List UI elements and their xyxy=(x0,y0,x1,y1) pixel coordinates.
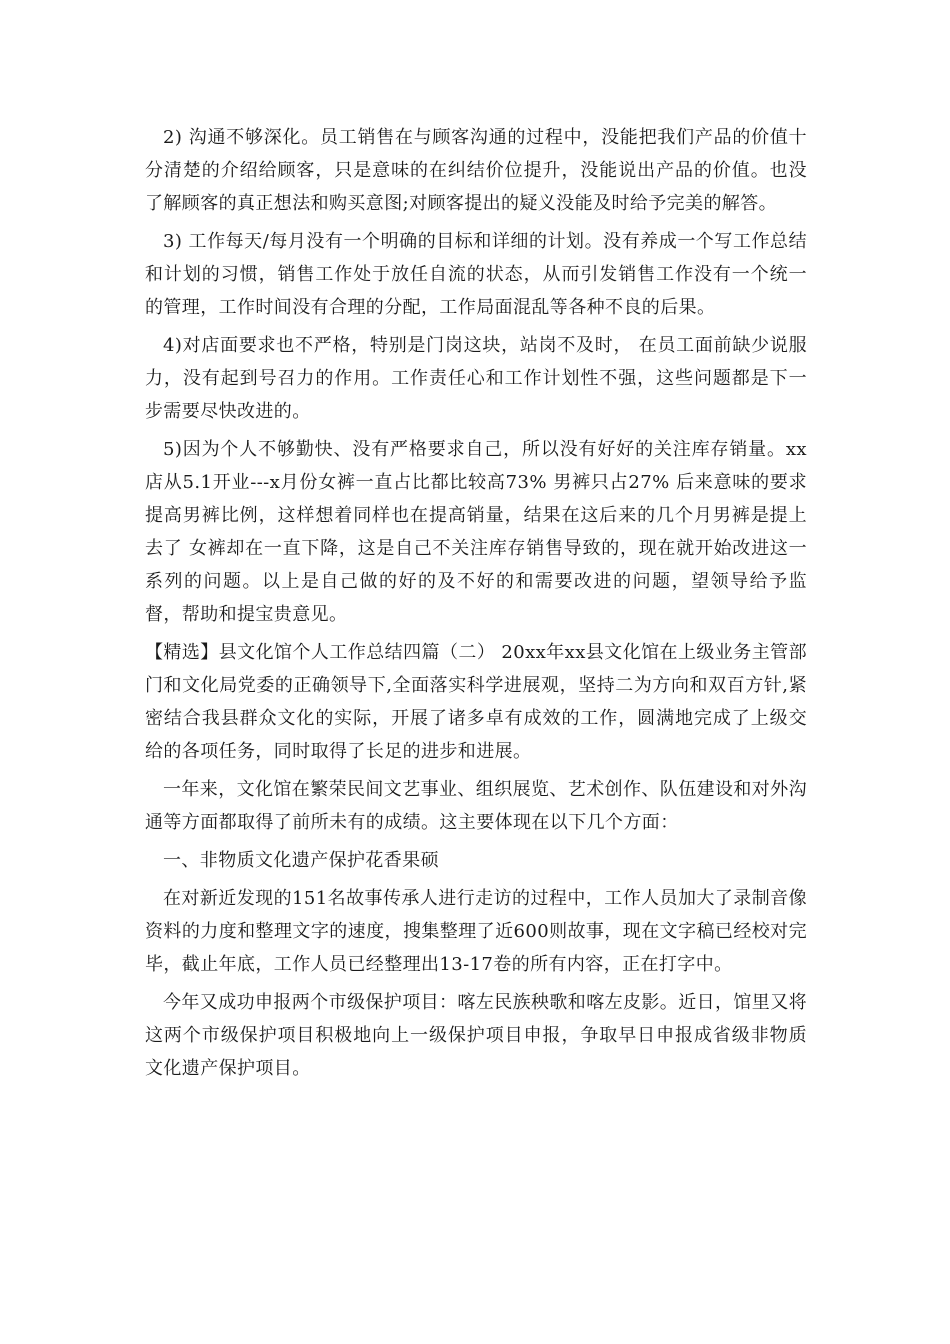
paragraph-planning: 3) 工作每天/每月没有一个明确的目标和详细的计划。没有养成一个写工作总结和计划的习惯，销售工作处于放任自流的状态，从而引发销售工作没有一个统一的管理，工作时间没有合理的分配，工作局面混乱等各种不良的后果。 xyxy=(145,231,807,318)
paragraph-protection-projects: 今年又成功申报两个市级保护项目：喀左民族秧歌和喀左皮影。近日，馆里又将这两个市级保护项目积极地向上一级保护项目申报，争取早日申报成省级非物质文化遗产保护项目。 xyxy=(145,992,807,1079)
paragraph-section-heading: 【精选】县文化馆个人工作总结四篇（二） 20xx年xx县文化馆在上级业务主管部门和文化局党委的正确领导下,全面落实科学进展观，坚持二为方向和双百方针,紧密结合我县群众文化的实际，开展了诸多卓有成效的工作，圆满地完成了上级交给的各项任务，同时取得了长足的进步和进展。 xyxy=(145,642,807,762)
paragraph-achievements: 一年来，文化馆在繁荣民间文艺事业、组织展览、艺术创作、队伍建设和对外沟通等方面都取得了前所未有的成绩。这主要体现在以下几个方面： xyxy=(145,779,807,833)
paragraph-story-collection: 在对新近发现的151名故事传承人进行走访的过程中，工作人员加大了录制音像资料的力度和整理文字的速度，搜集整理了近600则故事，现在文字稿已经校对完毕，截止年底，工作人员已经整理出13-17卷的所有内容，正在打字中。 xyxy=(145,888,807,975)
paragraph-heritage-heading: 一、非物质文化遗产保护花香果硕 xyxy=(163,850,439,871)
paragraph-inventory: 5)因为个人不够勤快、没有严格要求自己，所以没有好好的关注库存销量。xx店从5.1开业---x月份女裤一直占比都比较高73% 男裤只占27% 后来意味的要求提高男裤比例，这样想着同样也在提高销量，结果在这后来的几个月男裤是提上去了 女裤却在一直下降，这是自己不关注库存销售导致的，现在就开始改进这一系列的问题。以上是自己做的好的及不好的和需要改进的问题，望领导给予监督，帮助和提宝贵意见。 xyxy=(145,439,807,625)
paragraph-store-requirements: 4)对店面要求也不严格，特别是门岗这块，站岗不及时， 在员工面前缺少说服力，没有起到号召力的作用。工作责任心和工作计划性不强，这些问题都是下一步需要尽快改进的。 xyxy=(145,335,807,422)
document-body xyxy=(145,121,807,1090)
paragraph-communication: 2) 沟通不够深化。员工销售在与顾客沟通的过程中，没能把我们产品的价值十分清楚的介绍给顾客，只是意味的在纠结价位提升，没能说出产品的价值。也没了解顾客的真正想法和购买意图;对顾客提出的疑义没能及时给予完美的解答。 xyxy=(145,127,807,214)
